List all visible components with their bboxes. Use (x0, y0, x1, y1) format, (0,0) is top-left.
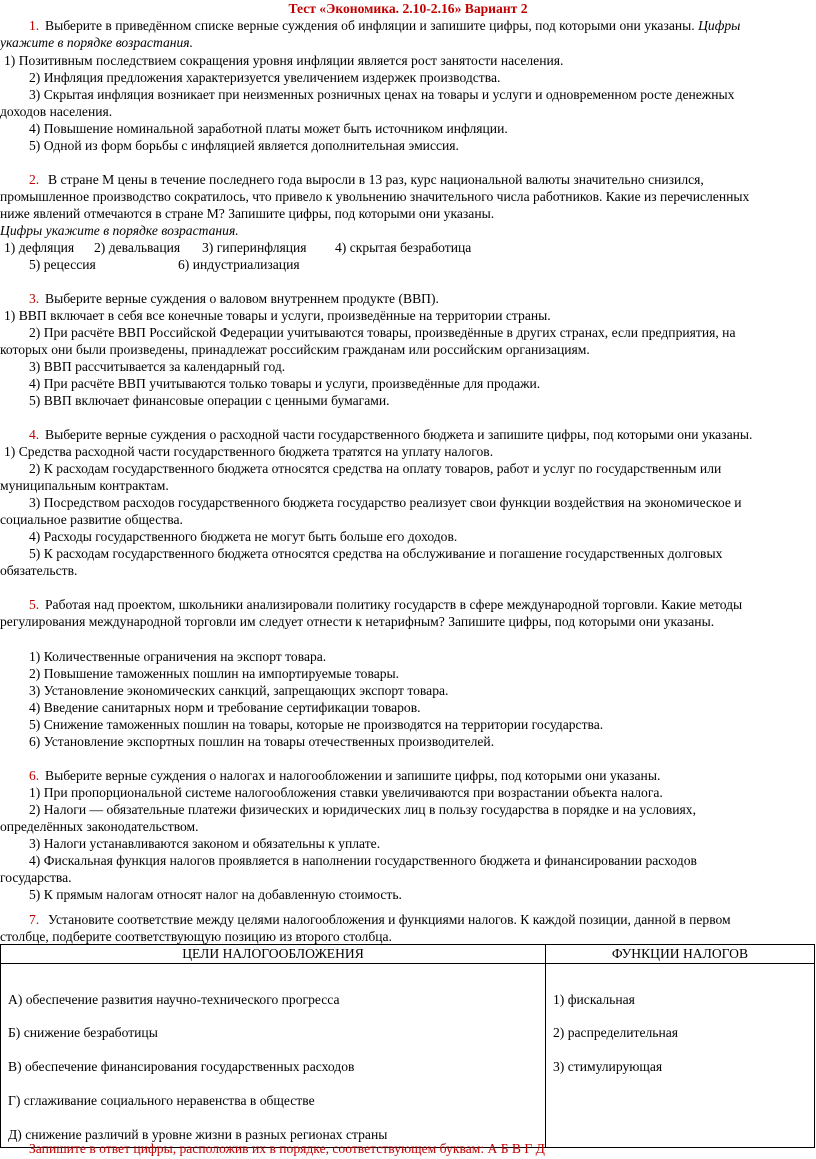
q5-text-2: регулирования международной торговли им следует отнести к нетарифным? Запишите цифры, под которыми они указаны. (0, 614, 715, 629)
q1-line2 (0, 34, 816, 51)
q3-text: Выберите верные суждения о валовом внутреннем продукте (ВВП). (45, 291, 439, 306)
q6-option-5-text: 5) К прямым налогам относят налог на добавленную стоимость. (29, 887, 402, 902)
q1-option-5 (0, 137, 816, 154)
q6-option-3 (0, 835, 816, 852)
q5-option-4 (0, 699, 816, 716)
q5-option-5-text: 5) Снижение таможенных пошлин на товары, которые не производятся на территории государства. (29, 717, 604, 732)
q2-number: 2. (29, 172, 40, 187)
q5-option-3-text: 3) Установление экономических санкций, запрещающих экспорт товара. (29, 683, 449, 698)
goal-a: А) обеспечение развития научно-технического прогресса (8, 992, 340, 1007)
q4-option-3 (0, 494, 816, 511)
q4-option-3-cont (0, 511, 816, 528)
function-1: 1) фискальная (553, 992, 635, 1007)
answer-instruction: Запишите в ответ цифры, расположив их в порядке, соответствующем буквам: А Б В Г Д (29, 1141, 545, 1156)
q4-option-1-text: 1) Средства расходной части государственного бюджета тратятся на уплату налогов. (4, 444, 494, 459)
q4-option-1 (0, 443, 816, 460)
q5-option-6 (0, 733, 816, 750)
q5-line1 (0, 596, 816, 613)
q4-option-4-text: 4) Расходы государственного бюджета не могут быть больше его доходов. (29, 529, 458, 544)
functions-column-header: ФУНКЦИИ НАЛОГОВ (546, 945, 815, 964)
q5-option-1-text: 1) Количественные ограничения на экспорт товара. (29, 649, 327, 664)
q3-option-1 (0, 307, 816, 324)
q3-option-4 (0, 375, 816, 392)
q1-option-1-text: 1) Позитивным последствием сокращения уровня инфляции является рост занятости населения. (4, 53, 564, 68)
q6-option-1 (0, 784, 816, 801)
q1-question: Выберите в приведённом списке верные суждения об инфляции и запишите цифры, под которыми они указаны. (45, 18, 695, 33)
goal-g: Г) сглаживание социального неравенства в обществе (8, 1093, 315, 1108)
q1-option-3-cont (0, 103, 816, 120)
q6-option-2 (0, 801, 816, 818)
q5-option-2 (0, 665, 816, 682)
q5-option-3 (0, 682, 816, 699)
q2-options-row1 (0, 239, 816, 256)
q2-option-5: 5) рецессия (29, 257, 96, 272)
q6-option-5 (0, 886, 816, 903)
q2-option-3: 3) гиперинфляция (202, 240, 307, 255)
q3-option-5 (0, 392, 816, 409)
matching-table-body (1, 964, 815, 1148)
q1-option-2-text: 2) Инфляция предложения характеризуется увеличением издержек производства. (29, 70, 501, 85)
q1-option-4 (0, 120, 816, 137)
q6-number: 6. (29, 768, 40, 783)
q2-line3 (0, 205, 816, 222)
q4-option-5-text: 5) К расходам государственного бюджета относятся средства на обслуживание и погашение государственных долговых (29, 546, 723, 561)
goal-v: В) обеспечение финансирования государственных расходов (8, 1059, 355, 1074)
q1-option-3-cont-text: доходов населения. (0, 104, 113, 119)
q6-option-4-cont-text: государства. (0, 870, 72, 885)
q6-option-3-text: 3) Налоги устанавливаются законом и обязательны к уплате. (29, 836, 381, 851)
q2-text-1: В стране М цены в течение последнего года выросли в 13 раз, курс национальной валюты значительно снизился, (48, 172, 704, 187)
q4-option-2-text: 2) К расходам государственного бюджета относятся средства на оплату товаров, работ и услуг по государственным или (29, 461, 722, 476)
q3-option-1-text: 1) ВВП включает в себя все конечные товары и услуги, произведённые на территории страны. (4, 308, 551, 323)
q3-line1 (0, 290, 816, 307)
q4-option-3-text: 3) Посредством расходов государственного бюджета государство реализует свои функции воздействия на экономическое и (29, 495, 742, 510)
q4-option-2 (0, 460, 816, 477)
q3-option-3-text: 3) ВВП рассчитывается за календарный год. (29, 359, 286, 374)
test-title: Тест «Экономика. 2.10-2.16» Вариант 2 (288, 1, 528, 16)
q2-text-2: промышленное производство сократилось, что привело к увольнению значительного числа работников. Какие из перечисленных (0, 189, 750, 204)
q6-option-1-text: 1) При пропорциональной системе налогообложения ставки увеличиваются при возрастании объекта налога. (29, 785, 663, 800)
matching-table-header (1, 945, 815, 964)
function-2: 2) распределительная (553, 1025, 679, 1040)
q4-option-5 (0, 545, 816, 562)
q3-option-2 (0, 324, 816, 341)
q2-text-3: ниже явлений отмечаются в стране М? Запишите цифры, под которыми они указаны. (0, 206, 495, 221)
q1-text (45, 17, 816, 34)
q5-option-1 (0, 648, 816, 665)
q1-option-3-text: 3) Скрытая инфляция возникает при неизменных розничных ценах на товары и услуги и одновременном росте денежных (29, 87, 735, 102)
q6-option-4-cont (0, 869, 816, 886)
q7-line1 (0, 911, 816, 928)
q4-number: 4. (29, 427, 40, 442)
matching-table (0, 944, 815, 1148)
goal-b: Б) снижение безработицы (8, 1025, 158, 1040)
q6-option-2-cont (0, 818, 816, 835)
q7-number: 7. (29, 912, 40, 927)
q1-option-2 (0, 69, 816, 86)
q5-line2 (0, 613, 816, 630)
q4-text: Выберите верные суждения о расходной части государственного бюджета и запишите цифры, под которыми они указаны. (45, 427, 753, 442)
q2-hint (0, 222, 816, 239)
q2-options-row2 (0, 256, 816, 273)
function-3: 3) стимулирующая (553, 1059, 663, 1074)
q6-line1 (0, 767, 816, 784)
q7-line2 (0, 928, 816, 945)
q4-option-2-cont-text: муниципальным контрактам. (0, 478, 169, 493)
q3-option-5-text: 5) ВВП включает финансовые операции с ценными бумагами. (29, 393, 390, 408)
q2-option-1: 1) дефляция (4, 240, 75, 255)
q5-text-1: Работая над проектом, школьники анализировали политику государств в сфере международной торговли. Какие методы (45, 597, 743, 612)
q6-option-4 (0, 852, 816, 869)
q4-option-2-cont (0, 477, 816, 494)
q2-hint-text: Цифры укажите в порядке возрастания. (0, 223, 239, 238)
q4-option-5-cont-text: обязательств. (0, 563, 78, 578)
q2-line2 (0, 188, 816, 205)
q4-option-3-cont-text: социальное развитие общества. (0, 512, 183, 527)
q6-option-2-text: 2) Налоги — обязательные платежи физических и юридических лиц в пользу государства в порядке и на условиях, (29, 802, 696, 817)
q3-option-2-cont (0, 341, 816, 358)
q2-line1 (0, 171, 816, 188)
q4-option-4 (0, 528, 816, 545)
q2-option-6: 6) индустриализация (178, 257, 300, 272)
q6-text: Выберите верные суждения о налогах и налогообложении и запишите цифры, под которыми они указаны. (45, 768, 661, 783)
q4-line1 (0, 426, 816, 443)
q1-option-1 (0, 52, 816, 69)
q7-text-2: столбце, подберите соответствующую позицию из второго столбца. (0, 929, 392, 944)
q1-option-5-text: 5) Одной из форм борьбы с инфляцией является дополнительная эмиссия. (29, 138, 459, 153)
q6-option-2-cont-text: определённых законодательством. (0, 819, 199, 834)
q1-number: 1. (29, 18, 40, 33)
q5-option-5 (0, 716, 816, 733)
q4-option-5-cont (0, 562, 816, 579)
q5-option-6-text: 6) Установление экспортных пошлин на товары отечественных производителей. (29, 734, 495, 749)
functions-cell (546, 964, 815, 1148)
goals-column-header: ЦЕЛИ НАЛОГООБЛОЖЕНИЯ (1, 945, 546, 964)
q6-option-4-text: 4) Фискальная функция налогов проявляется в наполнении государственного бюджета и финансировании расходов (29, 853, 697, 868)
goals-cell (1, 964, 546, 1148)
q1-line1 (0, 17, 816, 34)
q3-option-2-text: 2) При расчёте ВВП Российской Федерации учитываются товары, произведённые в других странах, если предприятия, на (29, 325, 736, 340)
q1-option-3 (0, 86, 816, 103)
q1-option-4-text: 4) Повышение номинальной заработной платы может быть источником инфляции. (29, 121, 508, 136)
q3-option-4-text: 4) При расчёте ВВП учитываются только товары и услуги, произведённые для продажи. (29, 376, 541, 391)
goal-d: Д) снижение различий в уровне жизни в разных регионах страны (8, 1127, 388, 1142)
q3-option-3 (0, 358, 816, 375)
q5-option-2-text: 2) Повышение таможенных пошлин на импортируемые товары. (29, 666, 400, 681)
q7-text-1: Установите соответствие между целями налогообложения и функциями налогов. К каждой позиции, данной в первом (48, 912, 731, 927)
q5-number: 5. (29, 597, 40, 612)
q3-number: 3. (29, 291, 40, 306)
q2-option-2: 2) девальвация (94, 240, 181, 255)
q2-option-4: 4) скрытая безработица (335, 240, 472, 255)
q1-hint-start: Цифры (698, 18, 741, 33)
q1-hint-end: укажите в порядке возрастания. (0, 35, 194, 50)
q3-option-2-cont-text: которых они были произведены, принадлежат российским гражданам или российским организациям. (0, 342, 590, 357)
q5-option-4-text: 4) Введение санитарных норм и требование сертификации товаров. (29, 700, 421, 715)
